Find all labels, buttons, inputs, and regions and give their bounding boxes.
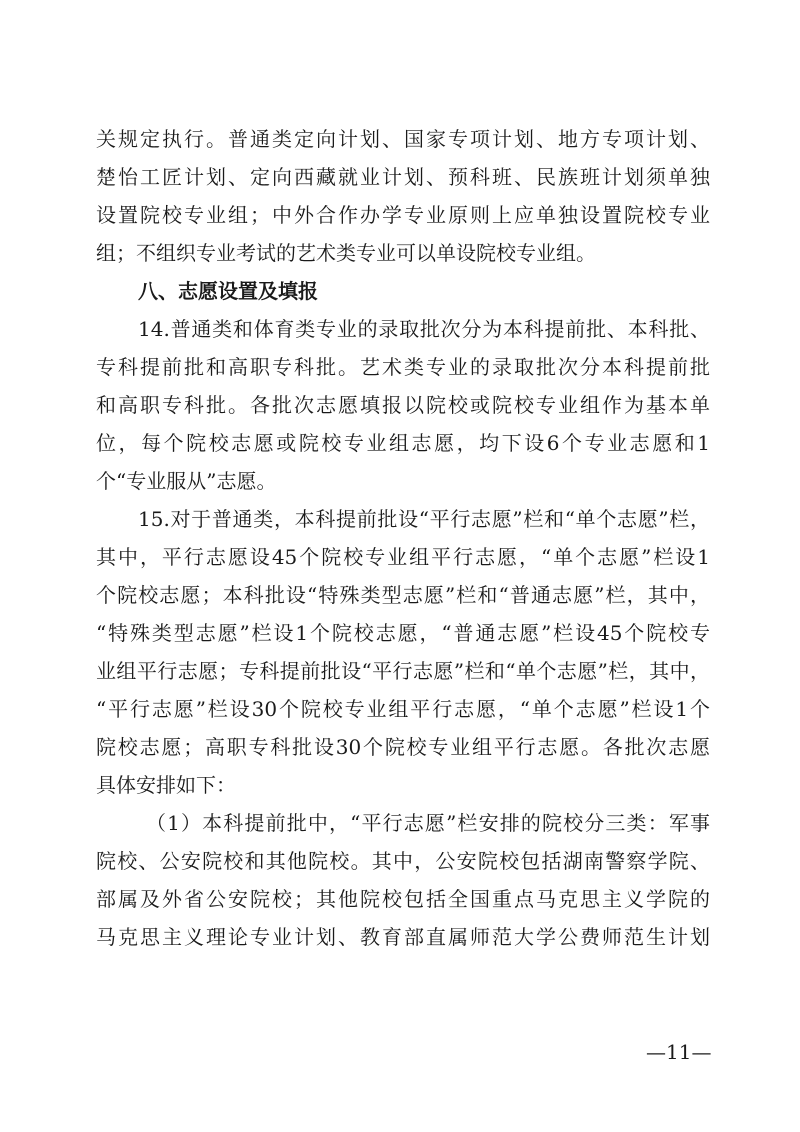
text-line: 其中，平行志愿设45个院校专业组平行志愿，“单个志愿”栏设1 — [96, 545, 710, 569]
text-line: 业组平行志愿；专科提前批设“平行志愿”栏和“单个志愿”栏，其中， — [96, 659, 710, 683]
text-line: 15.对于普通类，本科提前批设“平行志愿”栏和“单个志愿”栏， — [138, 507, 710, 531]
text-line: 马克思主义理论专业计划、教育部直属师范大学公费师范生计划 — [96, 925, 710, 949]
text-line: 位，每个院校志愿或院校专业组志愿，均下设6个专业志愿和1 — [96, 431, 710, 455]
section-heading: 八、志愿设置及填报 — [138, 279, 318, 303]
text-line: 专科提前批和高职专科批。艺术类专业的录取批次分本科提前批 — [96, 355, 710, 379]
text-line: 关规定执行。普通类定向计划、国家专项计划、地方专项计划、 — [96, 127, 710, 151]
text-line: 组；不组织专业考试的艺术类专业可以单设院校专业组。 — [96, 241, 596, 265]
text-line: 和高职专科批。各批次志愿填报以院校或院校专业组作为基本单 — [96, 393, 710, 417]
text-line: （1）本科提前批中，“平行志愿”栏安排的院校分三类：军事 — [146, 811, 710, 835]
body-text — [96, 120, 710, 956]
text-line: 设置院校专业组；中外合作办学专业原则上应单独设置院校专业 — [96, 203, 710, 227]
text-line: 个院校志愿；本科批设“特殊类型志愿”栏和“普通志愿”栏，其中， — [96, 583, 710, 607]
text-line: 14.普通类和体育类专业的录取批次分为本科提前批、本科批、 — [138, 317, 710, 341]
text-line: 具体安排如下： — [96, 773, 236, 797]
text-line: 楚怡工匠计划、定向西藏就业计划、预科班、民族班计划须单独 — [96, 165, 710, 189]
text-line: “平行志愿”栏设30个院校专业组平行志愿，“单个志愿”栏设1个 — [96, 697, 710, 721]
text-line: 个“专业服从”志愿。 — [96, 469, 277, 493]
text-line: 部属及外省公安院校；其他院校包括全国重点马克思主义学院的 — [96, 887, 710, 911]
text-line: 院校、公安院校和其他院校。其中，公安院校包括湖南警察学院、 — [96, 849, 710, 873]
text-line: 院校志愿；高职专科批设30个院校专业组平行志愿。各批次志愿 — [96, 735, 710, 759]
text-line: “特殊类型志愿”栏设1个院校志愿，“普通志愿”栏设45个院校专 — [96, 621, 710, 645]
page-number: —11— — [646, 1040, 712, 1064]
